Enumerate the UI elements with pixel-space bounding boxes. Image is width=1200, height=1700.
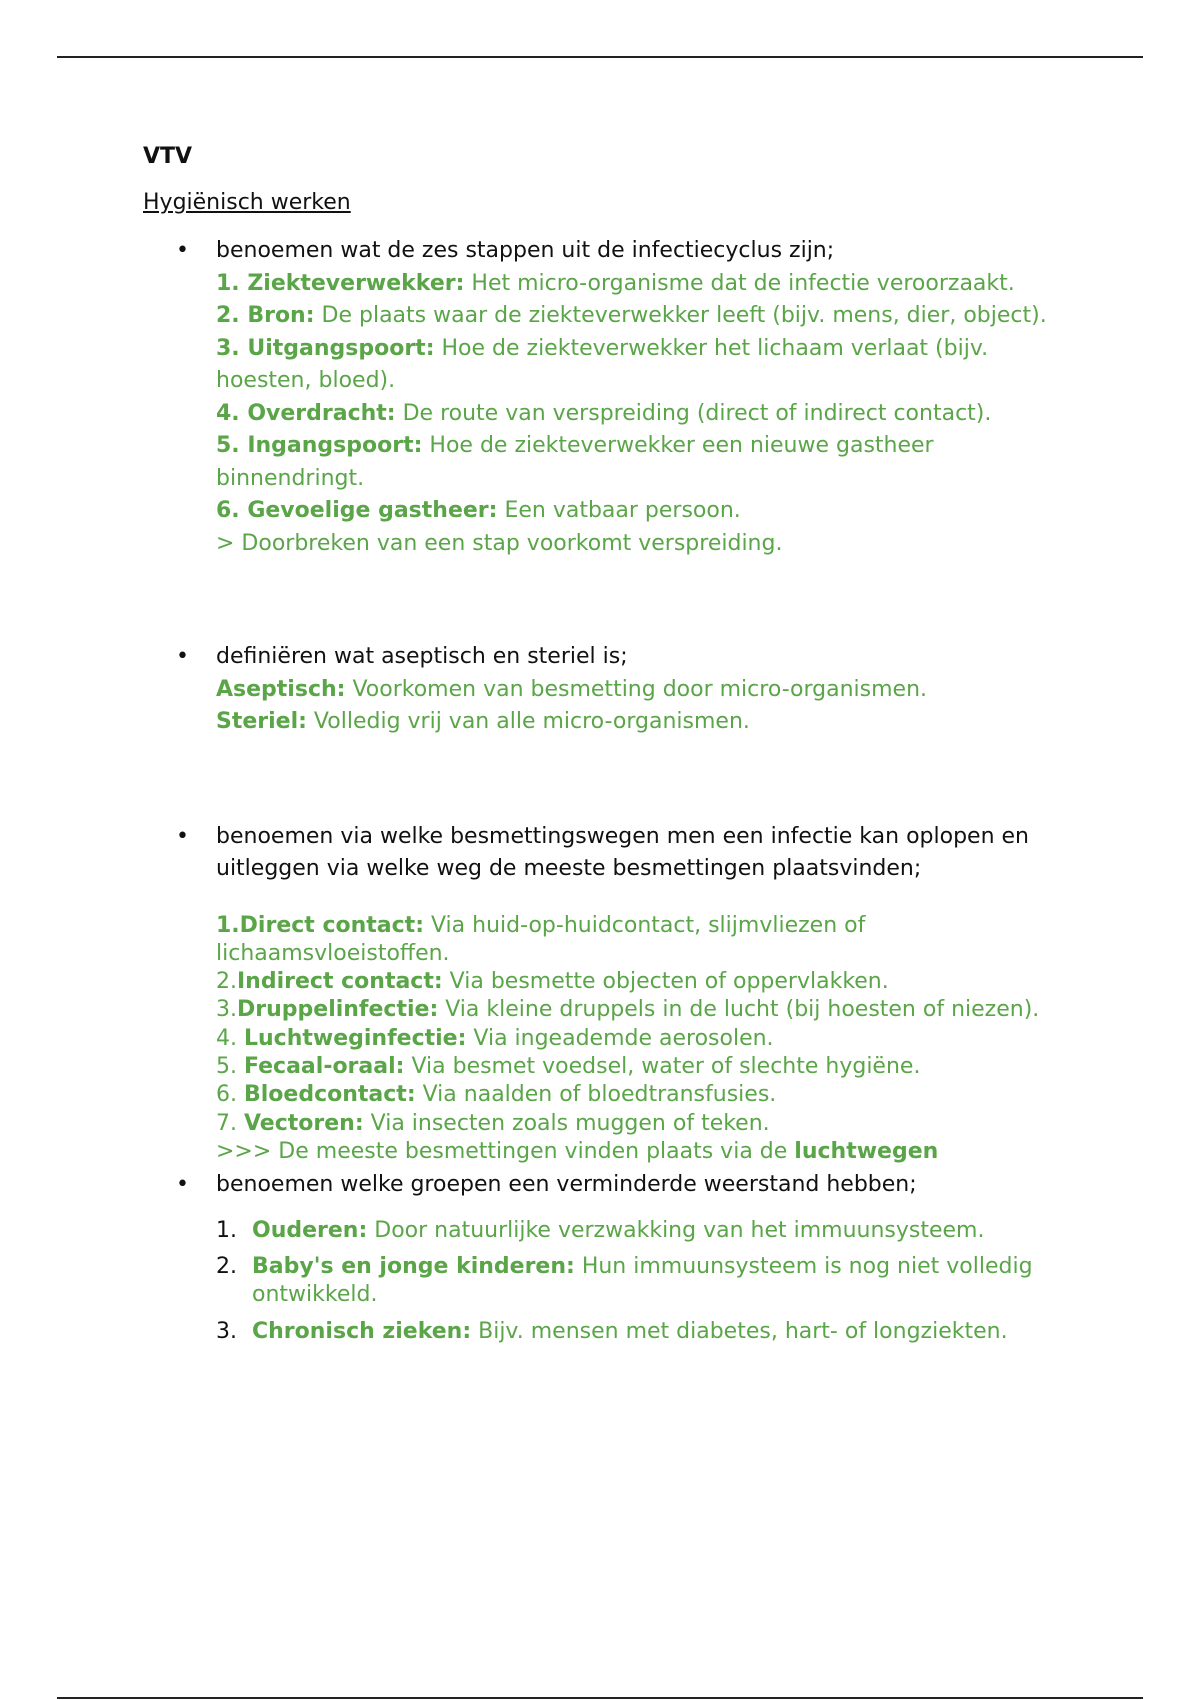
list-item: 1.Direct contact: Via huid-op-huidcontact, slijmvliezen of lichaamsvloeistoffen.	[216, 912, 866, 966]
bullet-infection-cycle	[143, 235, 1063, 268]
list-number: 3.	[216, 1318, 237, 1344]
list-item: 6. Gevoelige gastheer: Een vatbaar persoon.	[216, 498, 741, 523]
bullet-text: benoemen via welke besmettingswegen men een infectie kan oplopen en uitleggen via welke weg de meeste besmettingen plaatsvinden;	[216, 823, 1029, 881]
list-item: 1. Ouderen: Door natuurlijke verzwakking van het immuunsysteem.	[216, 1217, 1063, 1245]
bullet-text: benoemen welke groepen een verminderde weerstand hebben;	[216, 1172, 917, 1198]
document-title: VTV	[143, 144, 193, 169]
list-item: 3.Druppelinfectie: Via kleine druppels in de lucht (bij hoesten of niezen).	[216, 997, 1040, 1023]
list-item: 3. Uitgangspoort: Hoe de ziekteverwekker het lichaam verlaat (bijv. hoesten, bloed).	[216, 335, 989, 393]
list-item: 5. Ingangspoort: Hoe de ziekteverwekker een nieuwe gastheer binnendringt.	[216, 433, 934, 491]
list-item: 6. Bloedcontact: Via naalden of bloedtransfusies.	[216, 1082, 777, 1108]
bullet-transmission-routes	[143, 821, 1063, 886]
transmission-routes-list	[143, 912, 1063, 1167]
section-title: Hygiënisch werken	[143, 190, 351, 215]
reduced-resistance-groups	[143, 1217, 1063, 1346]
list-item: 4. Luchtweginfectie: Via ingeademde aerosolen.	[216, 1025, 774, 1051]
list-item: 2. Baby's en jonge kinderen: Hun immuunsysteem is nog niet volledig ontwikkeld.	[216, 1253, 1033, 1308]
list-item: 3. Chronisch zieken: Bijv. mensen met diabetes, hart- of longziekten.	[216, 1318, 1063, 1346]
list-item: Steriel: Volledig vrij van alle micro-organismen.	[216, 709, 750, 734]
aseptic-sterile-definitions	[143, 674, 1063, 739]
document-body	[143, 140, 1063, 1354]
list-item: 1. Ziekteverwekker: Het micro-organisme dat de infectie veroorzaakt.	[216, 270, 1015, 296]
list-item: 5. Fecaal-oraal: Via besmet voedsel, water of slechte hygiëne.	[216, 1053, 921, 1079]
bullet-text: definiëren wat aseptisch en steriel is;	[216, 644, 628, 669]
list-item: 2.Indirect contact: Via besmette objecten of oppervlakken.	[216, 969, 889, 995]
header-rule	[57, 56, 1143, 58]
footer-rule	[57, 1697, 1143, 1699]
note: >>> De meeste besmettingen vinden plaats via de luchtwegen	[216, 1138, 939, 1164]
list-item: Aseptisch: Voorkomen van besmetting door micro-organismen.	[216, 676, 928, 702]
list-number: 2.	[216, 1253, 237, 1279]
bullet-text: benoemen wat de zes stappen uit de infectiecyclus zijn;	[216, 238, 835, 263]
bullet-aseptic-sterile	[143, 641, 1063, 674]
list-item: 7. Vectoren: Via insecten zoals muggen of teken.	[216, 1110, 770, 1136]
infection-cycle-steps	[143, 268, 1063, 561]
list-item: 4. Overdracht: De route van verspreiding (direct of indirect contact).	[216, 400, 992, 426]
bullet-reduced-resistance	[143, 1169, 1063, 1202]
note: > Doorbreken van een stap voorkomt verspreiding.	[216, 530, 783, 556]
list-item: 2. Bron: De plaats waar de ziekteverwekker leeft (bijv. mens, dier, object).	[216, 303, 1047, 328]
list-number: 1.	[216, 1217, 237, 1243]
